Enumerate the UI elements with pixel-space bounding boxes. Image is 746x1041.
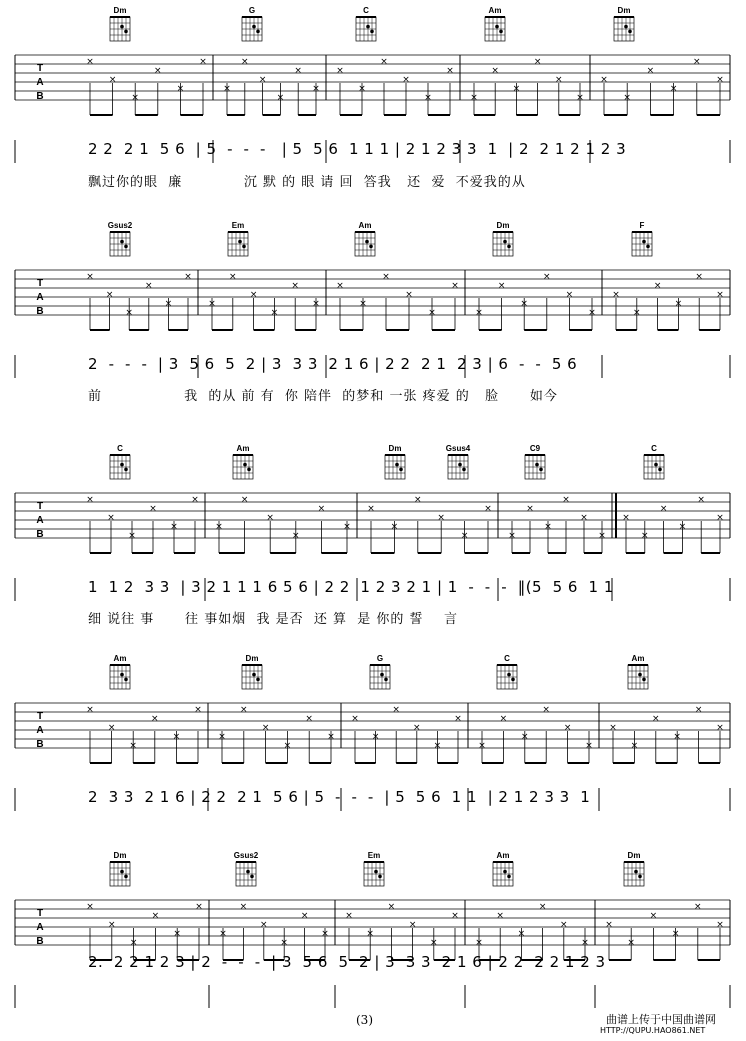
tab-note: × [194,705,202,715]
chord-name-dm: Dm [245,654,259,663]
chord-finger [252,25,256,29]
tab-note: × [312,299,320,309]
chord-finger [399,468,403,472]
chord-finger [247,468,251,472]
chord-finger [250,875,254,879]
tab-note: × [240,495,249,505]
tab-note: × [716,723,724,733]
tab-note: × [191,495,199,505]
tab-note: × [317,504,326,514]
chord-finger [120,240,124,244]
chord-finger [395,463,399,467]
tab-note: × [151,714,159,724]
chord-name-g: G [376,654,384,663]
tab-note: × [270,308,279,318]
tab-note: × [622,513,630,523]
tab-note: × [533,57,542,67]
tab-note: × [605,920,613,930]
tab-note: × [327,732,335,742]
tab-note: × [649,911,658,921]
chord-finger [124,468,128,472]
tab-note: × [512,84,521,94]
chord-finger [120,673,124,677]
chord-finger [628,30,632,34]
chord-finger [462,468,466,472]
tab-note: × [107,513,115,523]
tab-note: × [292,531,300,541]
tab-note: × [208,299,216,309]
tab-note: × [695,272,703,282]
tab-label-a: A [36,922,44,933]
tab-note: × [588,308,596,318]
tab-label-t: T [36,278,44,289]
tab-note: × [496,911,504,921]
chord-name-c: C [504,654,510,663]
tab-note: × [151,911,160,921]
chord-name-am: Am [236,444,250,453]
tab-note: × [164,299,173,309]
chord-finger [370,30,374,34]
tab-note: × [405,290,413,300]
chord-finger [658,468,662,472]
tab-note: × [276,93,285,103]
tab-note: × [382,272,390,282]
chord-name-dm: Dm [617,6,631,15]
tab-note: × [612,290,620,300]
chord-finger [384,678,388,682]
tab-note: × [229,272,237,282]
tab-note: × [475,308,483,318]
notation-line-4: 2 3 3 2 1 6 | 2 2 2 1 5 6 | 5 - - - | 5 5 6 1 1 | 2 1 2 3 3 1 [88,788,591,806]
tab-note: × [580,513,588,523]
tab-note: × [659,504,668,514]
tab-note: × [336,66,344,76]
tab-note: × [176,84,185,94]
tab-note: × [526,504,534,514]
tab-note: × [172,732,181,742]
chord-name-dm: Dm [113,851,127,860]
tab-note: × [653,281,662,291]
tab-note: × [697,495,705,505]
footer-site-name: 曲谱上传于中国曲谱网 [606,1013,716,1026]
tab-note: × [402,75,410,85]
chord-finger [242,245,246,249]
lyric-line-2: 前 我 的从 前 有 你 陪伴 的梦和 一张 疼爱 的 脸 如今 [88,389,558,404]
tab-note: × [716,920,724,930]
chord-name-f: F [639,221,645,230]
chord-name-gsus2: Gsus2 [107,221,133,230]
chord-finger [124,875,128,879]
tab-note: × [241,57,249,67]
tab-note: × [390,522,399,532]
tab-note: × [266,513,274,523]
tab-note: × [451,911,459,921]
tab-note: × [521,732,529,742]
tab-note: × [358,84,366,94]
tab-note: × [219,929,227,939]
chord-finger [252,673,256,677]
tab-note: × [154,66,162,76]
tab-note: × [430,938,438,948]
tab-note: × [108,920,116,930]
chord-name-dm: Dm [627,851,641,860]
tab-note: × [300,911,309,921]
tab-label-t: T [36,63,44,74]
chord-name-c: C [117,444,123,453]
tab-note: × [630,741,639,751]
tab-note: × [598,531,606,541]
chord-name-am: Am [488,6,502,15]
tab-note: × [623,93,631,103]
tab-note: × [451,281,459,291]
chord-finger [378,875,382,879]
tab-note: × [392,705,400,715]
tab-note: × [240,705,248,715]
chord-name-dm: Dm [388,444,402,453]
chord-name-dm: Dm [113,6,127,15]
chord-finger [642,678,646,682]
tab-note: × [693,57,701,67]
chord-finger [535,463,539,467]
tab-note: × [694,705,703,715]
chord-finger [499,30,503,34]
chord-name-c: C [363,6,369,15]
tab-note: × [199,57,207,67]
notation-line-2: 2 - - - | 3 5 6 5 2 | 3 3 3 2 1 6 | 2 2 2 1 2 3 | 6 - - 5 6 [88,355,578,373]
tab-note: × [428,308,436,318]
chord-finger [638,673,642,677]
tab-note: × [261,723,270,733]
tab-note: × [424,93,432,103]
chord-finger [507,245,511,249]
tab-note: × [609,723,617,733]
tab-note: × [555,75,563,85]
chord-finger [369,245,373,249]
tab-note: × [305,714,313,724]
tab-label-a: A [36,77,44,88]
tab-note: × [646,66,655,76]
tab-note: × [652,714,660,724]
tab-note: × [484,504,492,514]
tab-note: × [716,75,724,85]
tab-note: × [371,732,380,742]
lyric-line-3: 细 说往 事 往 事如烟 我 是否 还 算 是 你的 誓 言 [88,612,459,627]
chord-finger [458,463,462,467]
tab-note: × [86,495,94,505]
tab-note: × [716,290,724,300]
tab-note: × [86,272,94,282]
tab-note: × [129,741,137,751]
tab-note: × [128,531,136,541]
chord-finger [495,25,499,29]
tab-note: × [454,714,462,724]
chord-finger [366,25,370,29]
tab-note: × [366,929,374,939]
tab-note: × [478,741,486,751]
tab-label-t: T [36,501,44,512]
chord-finger [380,673,384,677]
chord-finger [124,30,128,34]
tab-note: × [470,93,478,103]
chord-name-am: Am [113,654,127,663]
chord-finger [624,25,628,29]
chord-name-dm: Dm [496,221,510,230]
tab-note: × [131,93,139,103]
tab-note: × [351,714,359,724]
chord-finger [120,463,124,467]
tab-note: × [600,75,608,85]
tab-note: × [359,299,367,309]
chord-finger [256,30,260,34]
tab-note: × [674,299,683,309]
tab-note: × [249,290,258,300]
tab-note: × [108,75,117,85]
tab-note: × [129,938,138,948]
tab-note: × [520,299,528,309]
footer-url: HTTP://QUPU.HAO861.NET [600,1026,706,1035]
tab-label-b: B [36,936,44,947]
chord-name-am: Am [631,654,645,663]
tab-note: × [581,938,589,948]
chord-name-em: Em [231,221,245,230]
chord-finger [507,673,511,677]
chord-finger [120,25,124,29]
tab-note: × [671,929,680,939]
tab-note: × [387,902,396,912]
tab-note: × [408,920,417,930]
tab-note: × [673,732,681,742]
chord-finger [638,875,642,879]
chord-name-c: C [651,444,657,453]
tab-label-b: B [36,529,44,540]
tab-note: × [508,531,516,541]
tab-label-b: B [36,91,44,102]
tab-note: × [446,66,454,76]
tab-note: × [195,902,203,912]
tab-note: × [312,84,320,94]
tab-label-b: B [36,306,44,317]
tab-note: × [678,522,687,532]
tab-note: × [565,290,574,300]
tab-note: × [345,911,353,921]
tab-note: × [218,732,226,742]
tab-note: × [517,929,526,939]
tab-label-t: T [36,908,44,919]
chord-name-am: Am [358,221,372,230]
chord-finger [124,678,128,682]
tab-note: × [291,281,299,291]
page-number: (3) [356,1013,373,1027]
tab-note: × [669,84,678,94]
notation-line-5: 2. 2 2 1 2 3 | 2 - - - | 3 5 6 5 2 | 3 3 3 2 1 6 | 2 2 2 2 1 2 3 [88,953,606,971]
chord-finger [124,245,128,249]
tab-note: × [433,741,442,751]
tab-note: × [336,281,344,291]
tab-note: × [170,522,178,532]
tab-note: × [239,902,248,912]
tab-note: × [184,272,192,282]
tab-label-t: T [36,711,44,722]
chord-finger [503,870,507,874]
tab-note: × [538,902,547,912]
tab-note: × [585,741,593,751]
tab-note: × [563,723,572,733]
chord-finger [539,468,543,472]
tab-note: × [367,504,375,514]
chord-finger [365,240,369,244]
chord-name-am: Am [496,851,510,860]
chord-finger [374,870,378,874]
tab-note: × [223,84,231,94]
chord-finger [120,870,124,874]
tab-note: × [380,57,388,67]
chord-finger [511,678,515,682]
tab-note: × [542,705,550,715]
chord-finger [238,240,242,244]
tab-label-a: A [36,515,44,526]
tab-note: × [280,938,288,948]
tab-note: × [105,290,114,300]
tab-note: × [86,902,94,912]
tab-note: × [491,66,499,76]
tab-note: × [294,66,302,76]
tab-note: × [321,929,329,939]
tab-label-a: A [36,725,44,736]
tab-note: × [215,522,223,532]
chord-finger [243,463,247,467]
tab-note: × [86,57,94,67]
tab-note: × [560,920,568,930]
chord-finger [646,245,650,249]
tab-note: × [562,495,570,505]
tab-note: × [107,723,116,733]
tab-note: × [576,93,584,103]
tab-note: × [145,281,153,291]
tab-note: × [627,938,635,948]
tab-note: × [86,705,94,715]
notation-line-1: 2 2 2 1 5 6 | 5 - - - | 5 5 6 1 1 1 | 2 1 2 3 3 1 | 2 2 1 2 1 2 3 [88,140,627,158]
chord-name-c9: C9 [529,444,541,453]
tab-note: × [437,513,445,523]
chord-finger [503,240,507,244]
tab-note: × [694,902,702,912]
tab-label-a: A [36,292,44,303]
tab-note: × [414,495,422,505]
lyric-line-1: 飘过你的眼 廉 沉 默 的 眼 请 回 答我 还 爱 不爱我的从 [88,175,526,190]
tab-note: × [283,741,292,751]
tab-note: × [125,308,133,318]
tab-note: × [716,513,724,523]
chord-finger [634,870,638,874]
tab-note: × [499,714,508,724]
tab-note: × [343,522,351,532]
tab-note: × [544,522,552,532]
tab-note: × [641,531,649,541]
chord-finger [256,678,260,682]
tab-note: × [460,531,469,541]
tab-label-b: B [36,739,44,750]
chord-name-g: G [248,6,256,15]
chord-finger [642,240,646,244]
chord-finger [654,463,658,467]
tab-note: × [149,504,157,514]
tab-note: × [633,308,641,318]
tab-note: × [413,723,421,733]
tab-note: × [258,75,267,85]
chord-finger [246,870,250,874]
tab-note: × [543,272,551,282]
tab-note: × [260,920,268,930]
chord-name-em: Em [367,851,381,860]
chord-finger [507,875,511,879]
tab-note: × [173,929,181,939]
chord-name-gsus2: Gsus2 [233,851,259,860]
notation-line-3: 1 1 2 3 3 | 3 2 1 1 1 6 5 6 | 2 2 1 2 3 2 1 | 1 - - - ‖(5 5 6 1 1 [88,578,614,596]
tab-note: × [475,938,483,948]
chord-name-gsus4: Gsus4 [445,444,471,453]
tab-note: × [497,281,506,291]
